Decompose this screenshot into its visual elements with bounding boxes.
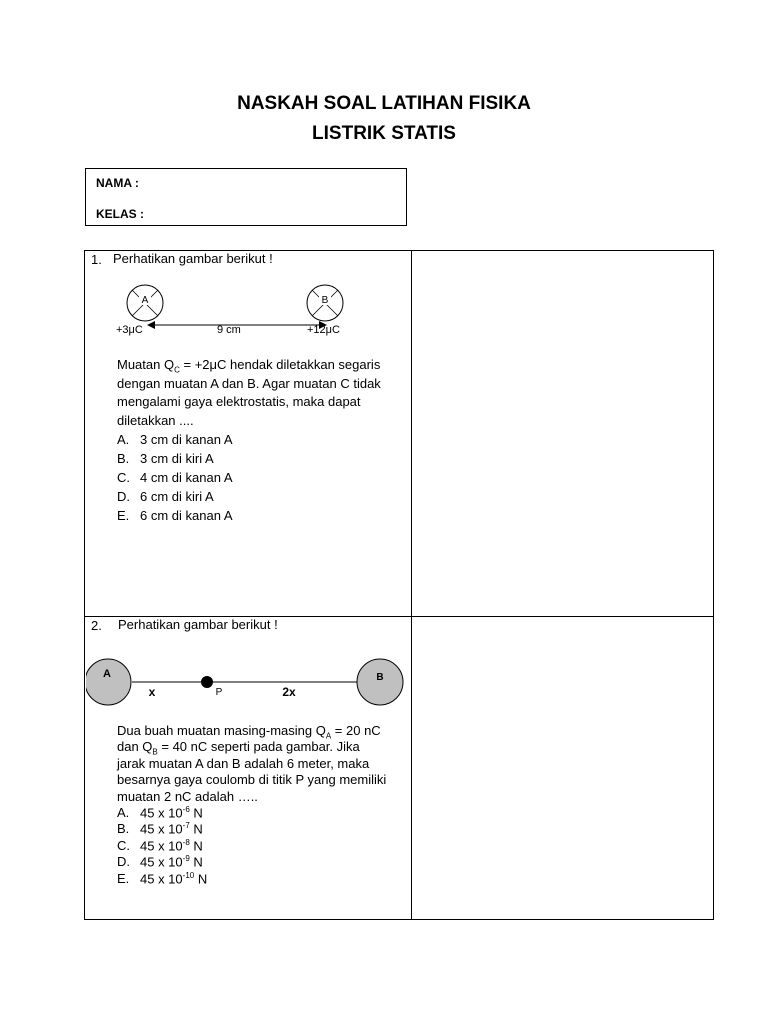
page-subtitle: LISTRIK STATIS <box>312 123 456 144</box>
nama-field[interactable]: NAMA : <box>96 176 139 190</box>
q2-option-d[interactable]: D. 45 x $10^{-9}$ N <box>117 854 203 870</box>
distance-label: 9 cm <box>217 324 241 336</box>
q1-option-e[interactable]: E. 6 cm di kanan A <box>117 508 233 523</box>
q1-prompt: Perhatikan gambar berikut ! <box>113 251 273 266</box>
charge-b-label: B <box>321 295 329 306</box>
q1-option-a[interactable]: A. 3 cm di kanan A <box>117 432 233 447</box>
q2-stem-line-1: Dua buah muatan masing-masing $Q_A = 20$ nC <box>117 723 381 741</box>
q1-stem-line-4: diletakkan .... <box>117 413 194 428</box>
charge-a-value: +3μC <box>116 324 143 336</box>
q2-stem-line-2: dan $Q_B = 40$ nC seperti pada gambar. Jika <box>117 739 360 757</box>
column-divider <box>411 250 412 920</box>
segment-left-label: x <box>148 685 156 699</box>
q1-figure <box>100 280 380 342</box>
charge-a-circle <box>86 659 131 705</box>
q1-stem-line-1: Muatan $Q_C = +2\mu C$ hendak diletakkan segaris <box>117 357 381 375</box>
q2-stem-line-3: jarak muatan A dan B adalah 6 meter, maka <box>117 756 370 771</box>
q1-option-d[interactable]: D. 6 cm di kiri A <box>117 489 214 504</box>
q1-stem-line-3: mengalami gaya elektrostatis, maka dapat <box>117 394 361 409</box>
q2-figure <box>86 652 408 712</box>
q2-option-a[interactable]: A. 45 x $10^{-6}$ N <box>117 805 203 821</box>
point-p-dot <box>201 676 213 688</box>
q2-number: 2. <box>91 618 102 633</box>
page-title: NASKAH SOAL LATIHAN FISIKA <box>237 93 531 114</box>
q1-option-c[interactable]: C. 4 cm di kanan A <box>117 470 233 485</box>
q1-stem-line-2: dengan muatan A dan B. Agar muatan C tidak <box>117 376 381 391</box>
point-p-label: P <box>215 687 223 698</box>
q2-option-e[interactable]: E. 45 x $10^{-10}$ N <box>117 871 208 887</box>
q1-option-b[interactable]: B. 3 cm di kiri A <box>117 451 214 466</box>
q1-number: 1. <box>91 252 102 267</box>
charge-a-label: A <box>103 668 111 680</box>
q2-stem-line-5: muatan 2 nC adalah ….. <box>117 789 258 804</box>
q2-option-c[interactable]: C. 45 x $10^{-8}$ N <box>117 838 203 854</box>
identity-box <box>85 168 407 226</box>
q2-prompt: Perhatikan gambar berikut ! <box>118 617 278 632</box>
segment-right-label: 2x <box>282 685 296 699</box>
kelas-field[interactable]: KELAS : <box>96 207 144 221</box>
charge-a-label: A <box>141 295 149 306</box>
q2-stem-line-4: besarnya gaya coulomb di titik P yang memiliki <box>117 772 387 787</box>
charge-b-label: B <box>376 672 384 683</box>
charge-b-value: +12μC <box>307 324 340 336</box>
q2-option-b[interactable]: B. 45 x $10^{-7}$ N <box>117 821 203 837</box>
